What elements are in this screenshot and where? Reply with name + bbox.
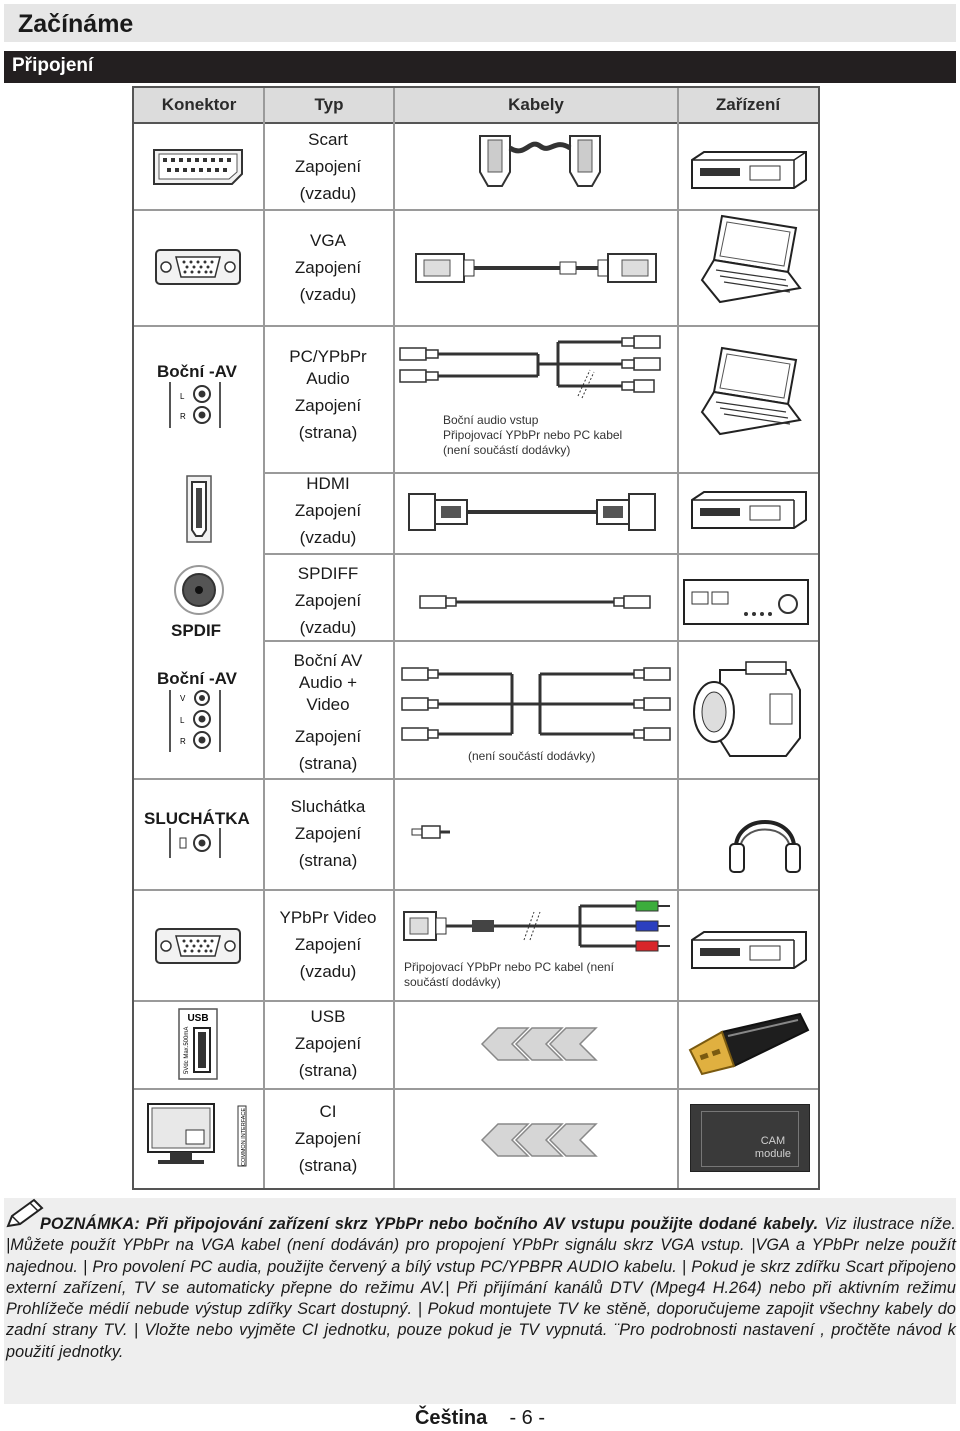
svg-text:R: R [180, 737, 186, 746]
header-device: Zařízení [678, 88, 818, 124]
svg-text:L: L [180, 392, 185, 401]
row-spdif-type: SPDIFF Zapojení (vzadu) [294, 564, 362, 637]
laptop-device-icon [700, 214, 804, 306]
row-separator [134, 1088, 818, 1090]
vga-cable-icon [412, 248, 660, 288]
tv-ci-slot-icon [146, 1100, 254, 1172]
footer-language: Čeština [414, 1407, 488, 1429]
side-av-video-port-icon [168, 690, 228, 752]
row-separator [134, 1000, 818, 1002]
ypbpr-cable-icon [400, 900, 674, 956]
dvd-player-icon [690, 490, 808, 530]
header-divider [677, 88, 679, 124]
row-separator [264, 553, 818, 555]
svg-text:R: R [180, 412, 186, 421]
camcorder-device-icon [690, 660, 806, 760]
vga-port-icon [154, 246, 242, 288]
column-divider [677, 124, 679, 1188]
headphone-label: SLUCHÁTKA [144, 809, 250, 828]
hdmi-port-icon [184, 474, 214, 544]
vga-ypbpr-port-icon [154, 925, 242, 967]
cam-module-device-icon [690, 1104, 810, 1172]
row-separator [134, 778, 818, 780]
note-section [4, 1198, 956, 1404]
pc-audio-cable-icon [398, 334, 674, 408]
page-number: - 6 - [509, 1407, 546, 1429]
side-av-caption: (není součástí dodávky) [468, 749, 596, 763]
header-cables: Kabely [394, 88, 678, 124]
headphone-plug-icon [410, 824, 450, 840]
row-side-av-type-2: Zapojení (strana) [294, 727, 362, 773]
svg-text:V: V [180, 694, 186, 703]
side-av-label-2: Boční -AV [157, 669, 237, 688]
note-bold-text: Při připojování zařízení skrz YPbPr nebo bočního AV vstupu použijte dodané kabely. [146, 1215, 819, 1233]
row-headphone-type: Sluchátka Zapojení (strana) [290, 797, 366, 870]
cam-module-label: CAM module [754, 1135, 791, 1160]
header-connector: Konektor [134, 88, 264, 124]
section-header [4, 51, 956, 83]
pc-audio-caption: Boční audio vstup Připojovací YPbPr nebo PC kabel (není součástí dodávky) [443, 413, 623, 457]
row-separator [134, 889, 818, 891]
usb-port-icon [178, 1008, 218, 1080]
ypbpr-caption: Připojovací YPbPr nebo PC kabel (není součástí dodávky) [404, 960, 614, 989]
side-av-audio-port-icon [168, 382, 228, 428]
scart-port-icon [150, 146, 246, 188]
spdif-port-icon [172, 564, 226, 616]
row-ypbpr-type: YPbPr Video Zapojení (vzadu) [279, 908, 377, 981]
note-body: Viz ilustrace níže. |Můžete použít YPbPr na VGA kabel (není dodáván) pro propojení YPbPr signálu skrz VGA vstup. |VGA a YPbPr nelze použít najednou. | Pro povolení PC audia, použijte červený a bílý vstup PC/YPBPR AUDIO kabelu. | Pokud je skrz zdířku Scart připojeno externí zařízení, TV se automaticky přepne do režimu AV.| Při přijímání kanálů DTV (Mpeg4 H.264) nebo při aktivním režimu Prohlížeče médií nebude výstup zdířky Scart dostupný. | Pokud montujete TV ke stěně, doporučujeme zapojit všechny kabely do zadní strany TV. | Vložte nebo vyjměte CI jednotku, pouze pokud je TV vypnutá. ¨Pro podrobnosti nastavení , pročtěte návod k použití jednotky. [6, 1215, 956, 1361]
row-ci-type: CI Zapojení (strana) [294, 1102, 362, 1175]
note-lead: POZNÁMKA [40, 1215, 135, 1233]
header-divider [263, 88, 265, 124]
svg-text:L: L [180, 716, 185, 725]
headphone-port-icon [168, 828, 228, 858]
column-divider [393, 124, 395, 1188]
row-pc-audio-type: PC/YPbPr Audio [289, 347, 367, 388]
amplifier-device-icon [682, 578, 810, 626]
ci-arrows-icon [480, 1122, 600, 1158]
page-header [4, 4, 956, 42]
page-footer [0, 1407, 960, 1430]
page-title: Začínáme [18, 10, 134, 38]
svg-text:USB: USB [187, 1013, 209, 1024]
scart-cable-icon [470, 128, 610, 198]
hdmi-cable-icon [405, 488, 659, 536]
section-title: Připojení [12, 55, 94, 76]
header-type: Typ [264, 88, 394, 124]
spdif-cable-icon [418, 592, 652, 612]
svg-text:5Vdc Max.500mA: 5Vdc Max.500mA [184, 1026, 190, 1074]
header-divider [393, 88, 395, 124]
usb-arrows-icon [480, 1026, 600, 1062]
note-text: POZNÁMKA: Při připojování zařízení skrz YPbPr nebo bočního AV vstupu použijte dodané kabely. Viz ilustrace níže. |Můžete použít YPbPr na VGA kabel (není dodáván) pro propojení YPbPr signálu skrz VGA vstup. |VGA a YPbPr nelze použít najednou. | Pro povolení PC audia, použijte červený a bílý vstup PC/YPBPR AUDIO kabelu. | Pokud je skrz zdířku Scart připojeno externí zařízení, TV se automaticky přepne do režimu AV.| Při přijímání kanálů DTV (Mpeg4 H.264) nebo při aktivním režimu Prohlížeče médií nebude výstup zdířky Scart dostupný. | Pokud montujete TV ke stěně, doporučujeme zapojit všechny kabely do zadní strany TV. | Vložte nebo vyjměte CI jednotku, pouze pokud je TV vypnutá. ¨Pro podrobnosti nastavení , pročtěte návod k použití jednotky. [6, 1215, 956, 1361]
side-av-cable-icon [400, 662, 672, 748]
row-scart-type: Scart Zapojení (vzadu) [294, 130, 362, 203]
row-pc-audio-type-2: Zapojení (strana) [294, 396, 362, 442]
row-separator [134, 325, 818, 327]
svg-text:COMMON INTERFACE: COMMON INTERFACE [241, 1107, 247, 1166]
row-vga-type: VGA Zapojení (vzadu) [294, 231, 362, 304]
row-side-av-type: Boční AV Audio + Video [293, 651, 363, 714]
headphones-device-icon [728, 796, 802, 878]
laptop-device-icon-2 [700, 346, 804, 438]
dvd-player-icon-2 [690, 930, 808, 970]
spdif-label: SPDIF [171, 621, 222, 640]
row-hdmi-type: HDMI Zapojení (vzadu) [294, 474, 362, 547]
usb-stick-device-icon [682, 1010, 810, 1076]
row-usb-type: USB Zapojení (strana) [294, 1007, 362, 1080]
row-separator [134, 209, 818, 211]
side-av-label: Boční -AV [157, 362, 237, 381]
vcr-device-icon [690, 150, 808, 190]
